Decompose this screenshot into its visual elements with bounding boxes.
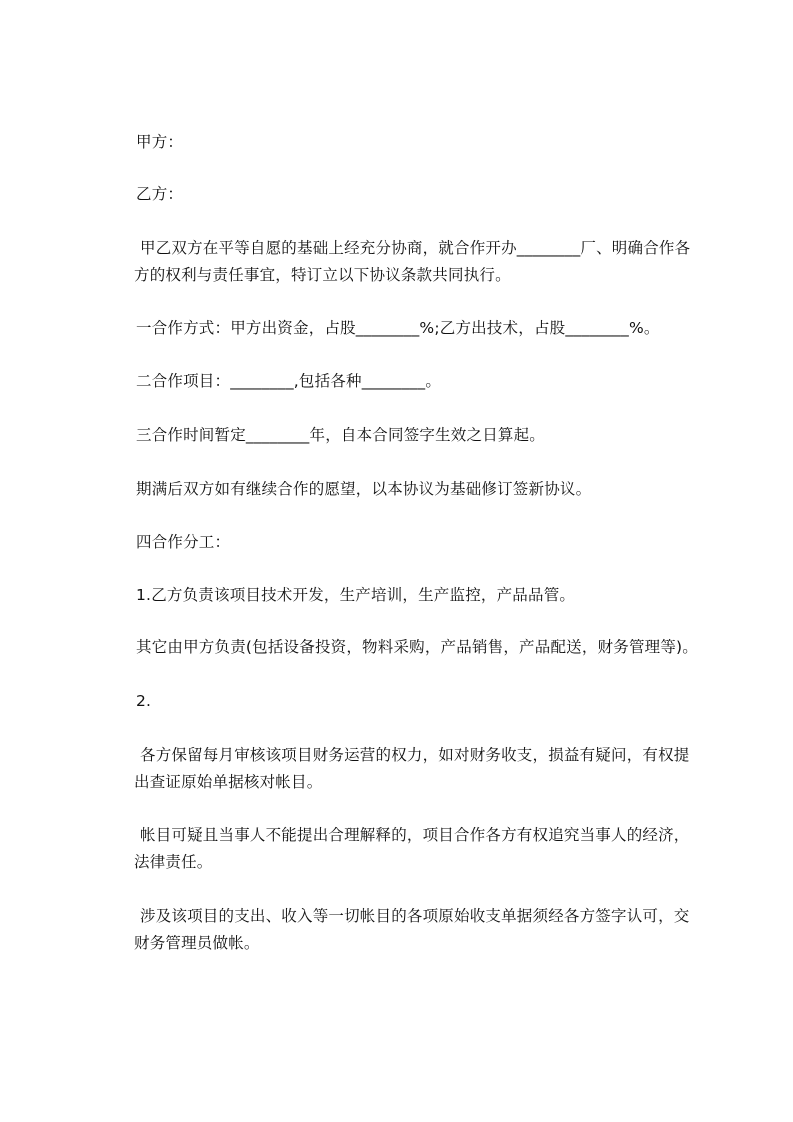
intro-paragraph [136, 235, 703, 289]
receipts-paragraph [136, 903, 703, 957]
liability-line-1: 帐目可疑且当事人不能提出合理解释的，项目合作各方有权追究当事人的经济， [140, 826, 690, 844]
party-b-label: 乙方： [136, 185, 184, 203]
clause-cooperation-project: 二合作项目：________,包括各种________。 [136, 372, 442, 390]
receipts-line-1: 涉及该项目的支出、收入等一切帐目的各项原始收支单据须经各方签字认可，交 [140, 907, 690, 925]
clause-cooperation-period: 三合作时间暂定________年，自本合同签字生效之日算起。 [136, 426, 546, 444]
liability-paragraph [136, 822, 703, 876]
division-item-1: 1.乙方负责该项目技术开发，生产培训，生产监控，产品品管。 [136, 586, 576, 604]
renewal-paragraph: 期满后双方如有继续合作的愿望，以本协议为基础修订签新协议。 [136, 480, 592, 498]
division-item-1-other: 其它由甲方负责(包括设备投资，物料采购，产品销售，产品配送，财务管理等)。 [136, 638, 698, 656]
audit-line-2: 出查证原始单据核对帐目。 [134, 773, 323, 791]
party-a-label: 甲方： [136, 133, 184, 151]
clause-cooperation-method: 一合作方式：甲方出资金，占股________%;乙方出技术，占股________%。 [136, 319, 660, 337]
audit-paragraph [136, 742, 703, 796]
division-item-2: 2. [136, 692, 152, 710]
intro-line-1: 甲乙双方在平等自愿的基础上经充分协商，就合作开办________厂、明确合作各 [140, 239, 691, 257]
receipts-line-2: 财务管理员做帐。 [134, 934, 260, 952]
intro-line-2: 方的权利与责任事宜，特订立以下协议条款共同执行。 [134, 266, 511, 284]
clause-division-of-work: 四合作分工： [136, 533, 231, 551]
liability-line-2: 法律责任。 [134, 853, 213, 871]
audit-line-1: 各方保留每月审核该项目财务运营的权力，如对财务收支，损益有疑问，有权提 [140, 746, 690, 764]
